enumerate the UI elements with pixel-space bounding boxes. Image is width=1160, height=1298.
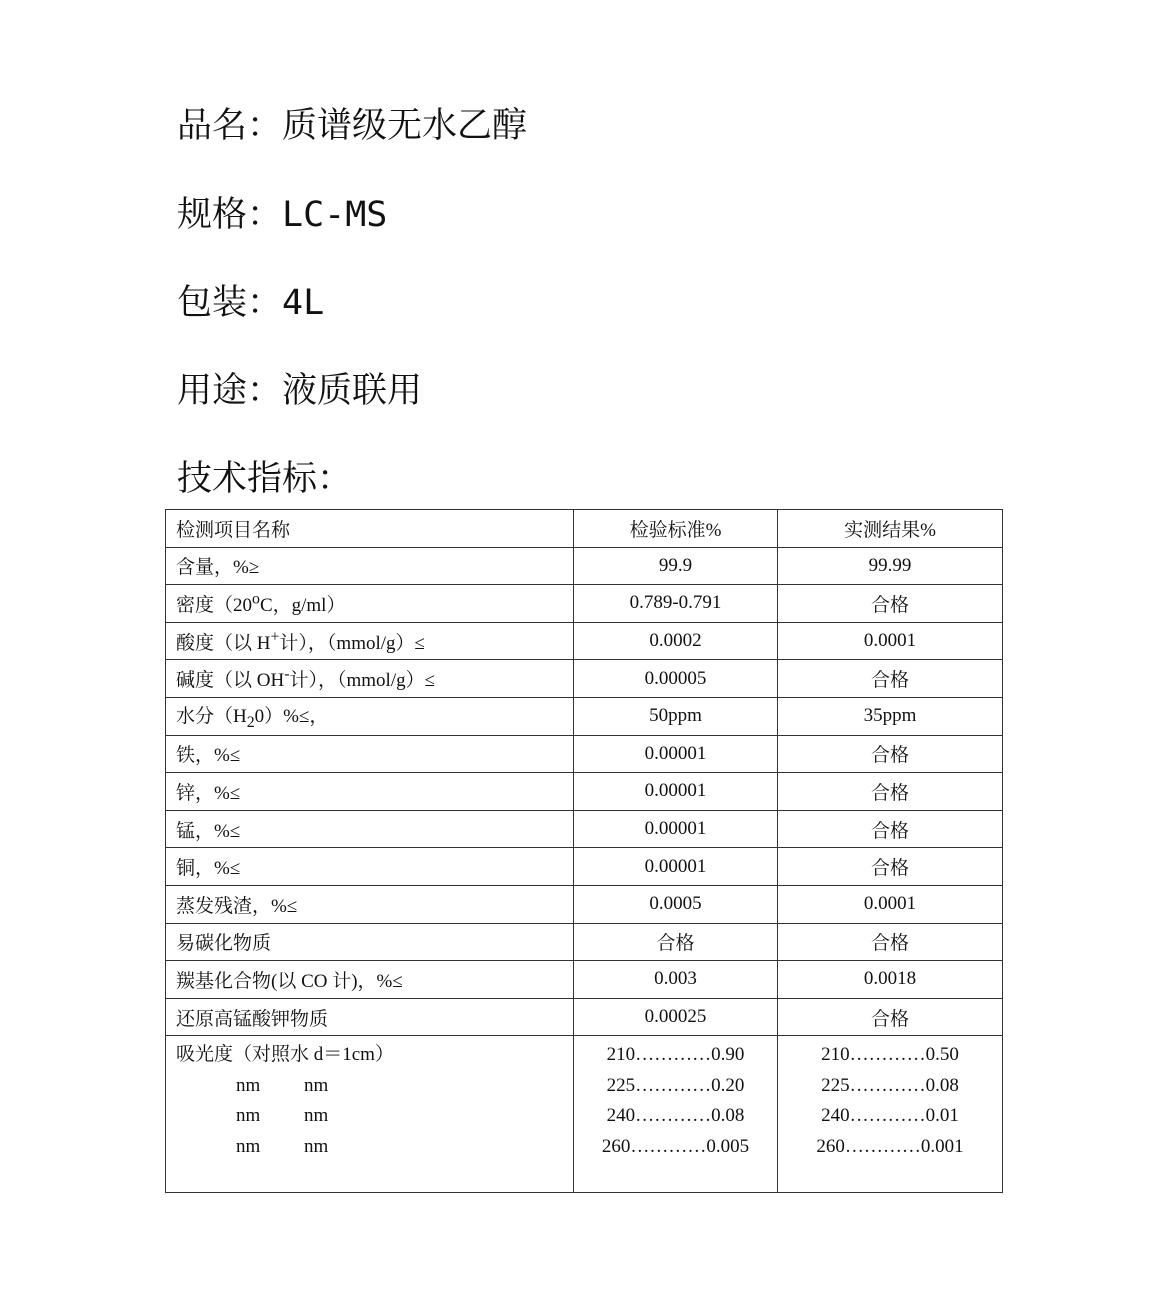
row-item: 含量，%≥ [166, 547, 574, 585]
table-row [166, 961, 1003, 999]
row-item-text: 计），（mmol/g）≤ [289, 670, 436, 692]
row-result: 合格 [778, 735, 1003, 773]
table-row [166, 735, 1003, 773]
product-pack-value: 4L [282, 283, 325, 323]
row-standard: 0.003 [574, 961, 778, 999]
row-item-text: 水分（H [176, 705, 247, 727]
row-item: 还原高锰酸钾物质 [166, 998, 574, 1036]
product-pack-label: 包装： [177, 283, 283, 323]
nm-unit: nm [236, 1105, 261, 1127]
absorbance-nm-line [176, 1132, 563, 1163]
product-spec-value: LC-MS [282, 195, 388, 235]
row-item [166, 660, 574, 698]
row-item-text: C，g/ml） [259, 594, 346, 616]
product-use-label: 用途： [177, 371, 283, 411]
row-item-text: 酸度（以 H [176, 632, 271, 654]
absorbance-result-value: 260…………0.001 [816, 1135, 964, 1157]
absorbance-item-label: 吸光度（对照水 d＝1cm） [176, 1044, 394, 1066]
row-result: 合格 [778, 773, 1003, 811]
product-spec-line [177, 193, 387, 237]
row-standard: 99.9 [574, 547, 778, 585]
absorbance-row [166, 1036, 1003, 1193]
tech-spec-label: 技术指标： [177, 459, 353, 499]
absorbance-nm-line [176, 1071, 563, 1102]
row-item [166, 585, 574, 623]
row-standard: 0.00005 [574, 660, 778, 698]
row-item: 铁，%≤ [166, 735, 574, 773]
row-item-superscript: + [270, 628, 280, 646]
absorbance-standard-value: 240…………0.08 [606, 1105, 745, 1127]
table-row [166, 773, 1003, 811]
row-result: 合格 [778, 923, 1003, 961]
row-standard: 0.0002 [574, 622, 778, 660]
row-standard: 0.00001 [574, 848, 778, 886]
absorbance-nm-line [176, 1101, 563, 1132]
header-item: 检测项目名称 [166, 510, 574, 548]
row-result: 35ppm [778, 697, 1003, 735]
product-spec-label: 规格： [177, 195, 283, 235]
row-item-superscript: - [284, 665, 290, 683]
row-item-text: 密度（20 [176, 594, 253, 616]
row-standard: 0.0005 [574, 885, 778, 923]
row-result: 合格 [778, 585, 1003, 623]
row-item: 锌，%≤ [166, 773, 574, 811]
row-item-text: 碱度（以 OH [176, 670, 285, 692]
row-result: 0.0001 [778, 885, 1003, 923]
table-row [166, 585, 1003, 623]
row-result: 0.0018 [778, 961, 1003, 999]
row-item: 锰，%≤ [166, 810, 574, 848]
table-row [166, 660, 1003, 698]
table-row [166, 547, 1003, 585]
absorbance-result-value: 225…………0.08 [821, 1074, 959, 1096]
nm-unit: nm [304, 1105, 329, 1127]
header-standard: 检验标准% [574, 510, 778, 548]
row-standard: 0.00025 [574, 998, 778, 1036]
product-name-value: 质谱级无水乙醇 [282, 106, 528, 146]
absorbance-result-value: 240…………0.01 [821, 1105, 959, 1127]
row-item: 易碳化物质 [166, 923, 574, 961]
row-standard: 50ppm [574, 697, 778, 735]
row-result: 合格 [778, 660, 1003, 698]
row-item-subscript: 2 [246, 713, 255, 731]
row-item: 羰基化合物(以 CO 计)，%≤ [166, 961, 574, 999]
row-result: 合格 [778, 810, 1003, 848]
row-item-text: 计），（mmol/g）≤ [279, 632, 425, 654]
tech-spec-heading [177, 457, 352, 501]
table-row [166, 885, 1003, 923]
row-result: 合格 [778, 998, 1003, 1036]
absorbance-result [778, 1036, 1003, 1193]
product-pack-line [177, 281, 324, 325]
nm-unit: nm [304, 1074, 329, 1096]
table-row [166, 622, 1003, 660]
table-row [166, 998, 1003, 1036]
row-item-superscript: o [252, 590, 260, 608]
row-item [166, 697, 574, 735]
row-standard: 0.00001 [574, 810, 778, 848]
row-item-text: 0）%≤， [254, 705, 329, 727]
absorbance-item [166, 1036, 574, 1193]
product-name-label: 品名： [177, 106, 283, 146]
table-row [166, 697, 1003, 735]
row-item: 铜，%≤ [166, 848, 574, 886]
row-standard: 合格 [574, 923, 778, 961]
row-standard: 0.00001 [574, 773, 778, 811]
nm-unit: nm [236, 1135, 261, 1157]
row-result: 99.99 [778, 547, 1003, 585]
table-row [166, 810, 1003, 848]
table-header-row [166, 510, 1003, 548]
nm-unit: nm [236, 1074, 261, 1096]
product-use-value: 液质联用 [282, 371, 423, 411]
absorbance-standard-value: 225…………0.20 [606, 1074, 745, 1096]
absorbance-standard-value: 210…………0.90 [606, 1044, 745, 1066]
nm-unit: nm [304, 1135, 329, 1157]
spec-table [165, 509, 1003, 1193]
header-result: 实测结果% [778, 510, 1003, 548]
row-result: 合格 [778, 848, 1003, 886]
product-name-line [177, 104, 527, 148]
product-use-line [177, 369, 422, 413]
row-standard: 0.789-0.791 [574, 585, 778, 623]
row-result: 0.0001 [778, 622, 1003, 660]
row-standard: 0.00001 [574, 735, 778, 773]
absorbance-standard-value: 260…………0.005 [601, 1135, 750, 1157]
absorbance-standard [574, 1036, 778, 1193]
table-row [166, 923, 1003, 961]
table-row [166, 848, 1003, 886]
absorbance-result-value: 210…………0.50 [821, 1044, 959, 1066]
row-item [166, 622, 574, 660]
row-item: 蒸发残渣，%≤ [166, 885, 574, 923]
